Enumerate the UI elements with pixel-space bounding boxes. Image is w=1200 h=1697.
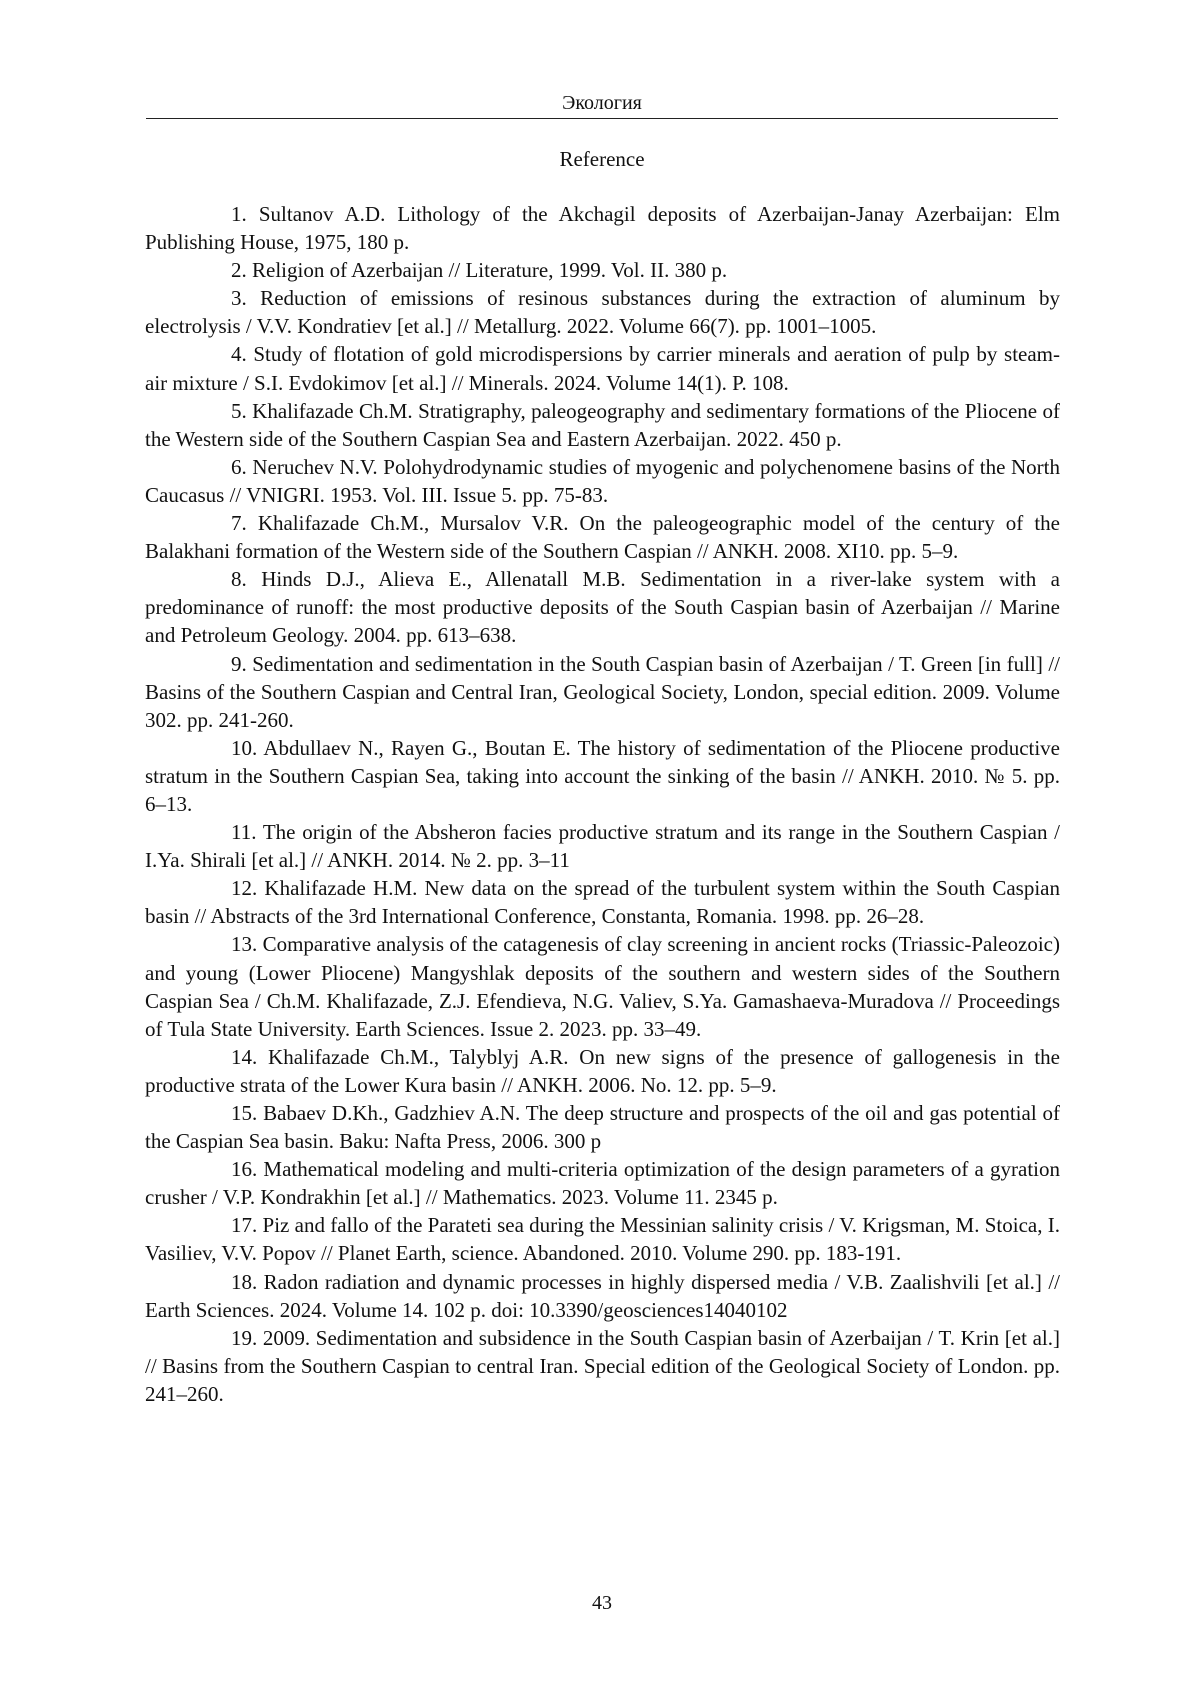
reference-item-3: 3. Reduction of emissions of resinous substances during the extraction of aluminum by electrolysis / V.V. Kondratiev [et al.] // Metallurg. 2022. Volume 66(7). pp. 1001–1005. bbox=[145, 286, 1060, 339]
reference-item-14: 14. Khalifazade Ch.M., Talyblyj A.R. On new signs of the presence of gallogenesis in the productive strata of the Lower Kura basin // ANKH. 2006. No. 12. pp. 5–9. bbox=[145, 1044, 1060, 1097]
reference-item-13: 13. Comparative analysis of the catagenesis of clay screening in ancient rocks (Triassic-Paleozoic) and young (Lower Pliocene) Mangyshlak deposits of the southern and western sides of the Southern Caspian Sea / Ch.M. Khalifazade, Z.J. Efendieva, N.G. Valiev, S.Ya. Gamashaeva-Muradova // Proceedings of Tula State University. Earth Sciences. Issue 2. 2023. pp. 33–49. bbox=[145, 932, 1060, 1041]
reference-item-17: 17. Piz and fallo of the Parateti sea during the Messinian salinity crisis / V. Krigsman, M. Stoica, I. Vasiliev, V.V. Popov // Planet Earth, science. Abandoned. 2010. Volume 290. pp. 183-191. bbox=[145, 1213, 1060, 1266]
reference-item-9: 9. Sedimentation and sedimentation in the South Caspian basin of Azerbaijan / T. Green [in full] // Basins of the Southern Caspian and Central Iran, Geological Society, London, special edition. 2009. Volume 302. pp. 241-260. bbox=[145, 651, 1060, 732]
header-divider bbox=[146, 118, 1058, 119]
reference-item-4: 4. Study of flotation of gold microdispersions by carrier minerals and aeration of pulp by steam-air mixture / S.I. Evdokimov [et al.] // Minerals. 2024. Volume 14(1). P. 108. bbox=[145, 342, 1060, 395]
reference-item-11: 11. The origin of the Absheron facies productive stratum and its range in the Southern Caspian / I.Ya. Shirali [et al.] // ANKH. 2014. № 2. pp. 3–11 bbox=[145, 820, 1060, 873]
reference-item-7: 7. Khalifazade Ch.M., Mursalov V.R. On the paleogeographic model of the century of the Balakhani formation of the Western side of the Southern Caspian // ANKH. 2008. XI10. pp. 5–9. bbox=[145, 511, 1060, 564]
running-header: Экология bbox=[562, 92, 642, 114]
reference-item-2: 2. Religion of Azerbaijan // Literature, 1999. Vol. II. 380 p. bbox=[231, 258, 728, 283]
reference-item-6: 6. Neruchev N.V. Polohydrodynamic studies of myogenic and polychenomene basins of the North Caucasus // VNIGRI. 1953. Vol. III. Issue 5. pp. 75-83. bbox=[145, 454, 1060, 507]
section-title: Reference bbox=[559, 147, 645, 171]
reference-item-12: 12. Khalifazade H.M. New data on the spread of the turbulent system within the South Caspian basin // Abstracts of the 3rd International Conference, Constanta, Romania. 1998. pp. 26–28. bbox=[145, 876, 1060, 929]
reference-item-15: 15. Babaev D.Kh., Gadzhiev A.N. The deep structure and prospects of the oil and gas potential of the Caspian Sea basin. Baku: Nafta Press, 2006. 300 p bbox=[145, 1101, 1060, 1154]
reference-item-10: 10. Abdullaev N., Rayen G., Boutan E. The history of sedimentation of the Pliocene productive stratum in the Southern Caspian Sea, taking into account the sinking of the basin // ANKH. 2010. № 5. pp. 6–13. bbox=[145, 735, 1060, 816]
reference-item-19: 19. 2009. Sedimentation and subsidence in the South Caspian basin of Azerbaijan / T. Krin [et al.] // Basins from the Southern Caspian to central Iran. Special edition of the Geological Society of London. pp. 241–260. bbox=[145, 1325, 1060, 1406]
reference-list bbox=[145, 200, 1060, 1408]
page-number: 43 bbox=[592, 1592, 612, 1614]
reference-item-1: 1. Sultanov A.D. Lithology of the Akchagil deposits of Azerbaijan-Janay Azerbaijan: Elm Publishing House, 1975, 180 p. bbox=[145, 202, 1060, 255]
reference-item-16: 16. Mathematical modeling and multi-criteria optimization of the design parameters of a gyration crusher / V.P. Kondrakhin [et al.] // Mathematics. 2023. Volume 11. 2345 p. bbox=[145, 1157, 1060, 1210]
reference-item-18: 18. Radon radiation and dynamic processes in highly dispersed media / V.B. Zaalishvili [et al.] // Earth Sciences. 2024. Volume 14. 102 p. doi: 10.3390/geosciences14040102 bbox=[145, 1269, 1060, 1322]
reference-item-5: 5. Khalifazade Ch.M. Stratigraphy, paleogeography and sedimentary formations of the Pliocene of the Western side of the Southern Caspian Sea and Eastern Azerbaijan. 2022. 450 p. bbox=[145, 398, 1060, 451]
reference-item-8: 8. Hinds D.J., Alieva E., Allenatall M.B. Sedimentation in a river-lake system with a predominance of runoff: the most productive deposits of the South Caspian basin of Azerbaijan // Marine and Petroleum Geology. 2004. pp. 613–638. bbox=[145, 567, 1060, 648]
